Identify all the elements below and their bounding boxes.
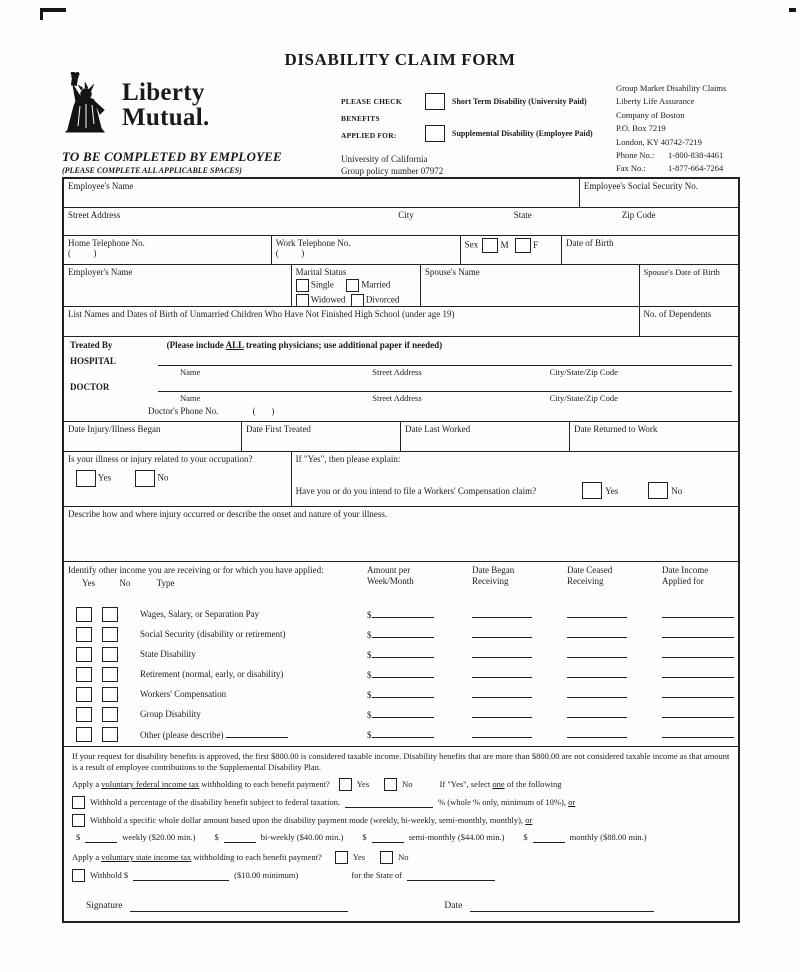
date-fill-line[interactable] — [662, 608, 734, 618]
scan-artifact — [40, 8, 43, 20]
date-returned-label: Date Returned to Work — [574, 424, 658, 434]
date-first-treated-label: Date First Treated — [245, 424, 311, 434]
employee-section-heading: TO BE COMPLETED BY EMPLOYEE (PLEASE COMPLETE ALL APPLICABLE SPACES) — [62, 149, 282, 175]
dependents-label: No. of Dependents — [643, 309, 712, 319]
treated-by-section — [64, 337, 738, 421]
income-row-group-disability: Group Disability $ — [64, 704, 742, 724]
no-label: No — [398, 852, 409, 862]
occupation-no-checkbox[interactable] — [135, 470, 155, 487]
spouse-name-label: Spouse's Name — [424, 267, 480, 277]
explain-label: If "Yes", then please explain: — [295, 454, 401, 464]
biweekly-amount-fill[interactable] — [224, 833, 256, 843]
group-dis-no-checkbox[interactable] — [102, 707, 118, 722]
other-describe-fill-line[interactable] — [226, 728, 288, 738]
yes-label: Yes — [605, 485, 619, 496]
date-injury-label: Date Injury/Illness Began — [68, 424, 161, 434]
divorced-label: Divorced — [365, 294, 400, 305]
doctor-phone-field[interactable] — [148, 406, 732, 416]
workers-comp-question-label: Have you or do you intend to file a Workers' Compensation claim? — [295, 485, 537, 496]
married-label: Married — [361, 279, 391, 290]
home-phone-paren: ( ) — [68, 248, 97, 258]
income-type-label: State Disability — [140, 649, 196, 659]
widowed-label: Widowed — [310, 294, 346, 305]
withhold-amount-checkbox[interactable] — [72, 814, 85, 827]
sex-female-checkbox[interactable] — [515, 238, 531, 253]
work-phone-field[interactable] — [271, 236, 460, 264]
sex-male-checkbox[interactable] — [482, 238, 498, 253]
short-term-disability-checkbox[interactable] — [425, 93, 445, 110]
state-dis-no-checkbox[interactable] — [102, 647, 118, 662]
income-type-label: Group Disability — [140, 709, 201, 719]
date-fill-line[interactable] — [470, 900, 654, 912]
doctor-phone-label: Doctor's Phone No. — [148, 406, 219, 416]
date-fill-line[interactable] — [567, 608, 627, 618]
date-fill-line[interactable] — [662, 648, 734, 658]
income-row-other: Other (please describe) $ — [64, 724, 742, 744]
hospital-write-line[interactable] — [70, 355, 732, 366]
withhold-percentage-option: Withhold a percentage of the disability benefit subject to federal taxation. % (whole % only, minimum of 10%), or — [72, 796, 730, 809]
sex-label: Sex — [464, 239, 479, 250]
date-fill-line[interactable] — [567, 628, 627, 638]
home-phone-label: Home Telephone No. — [68, 238, 145, 248]
supplemental-disability-checkbox[interactable] — [425, 125, 445, 142]
doctor-write-line[interactable] — [70, 381, 732, 392]
claims-fax-number: 1-877-664-7264 — [668, 163, 724, 174]
form-title: DISABILITY CLAIM FORM — [284, 50, 516, 69]
income-row-social-security: Social Security (disability or retirement) $ — [64, 624, 742, 644]
amount-fill-line[interactable] — [372, 668, 434, 678]
doctor-captions: Name Street Address City/State/Zip Code — [180, 393, 618, 403]
doctor-phone-paren: ( ) — [252, 406, 275, 416]
date-first-treated-field[interactable] — [241, 422, 400, 451]
workers-comp-no-checkbox[interactable] — [648, 482, 668, 499]
hospital-captions: Name Street Address City/State/Zip Code — [180, 367, 618, 377]
amount-fill-line[interactable] — [372, 648, 434, 658]
marital-status-field — [291, 265, 420, 306]
date-fill-line[interactable] — [567, 648, 627, 658]
date-fill-line[interactable] — [472, 608, 532, 618]
yes-label: Yes — [356, 779, 370, 789]
spouse-name-field[interactable] — [420, 265, 639, 306]
employee-name-label: Employee's Name — [68, 181, 134, 191]
work-phone-label: Work Telephone No. — [275, 238, 351, 248]
scan-artifact — [40, 8, 66, 12]
amount-fill-line[interactable] — [372, 708, 434, 718]
income-row-workers-comp: Workers' Compensation $ — [64, 684, 742, 704]
wages-no-checkbox[interactable] — [102, 607, 118, 622]
liberty-mutual-logo — [56, 72, 210, 134]
date-fill-line[interactable] — [662, 668, 734, 678]
state-yes-checkbox[interactable] — [335, 851, 348, 864]
income-row-wages: Wages, Salary, or Separation Pay $ — [64, 604, 742, 624]
ss-no-checkbox[interactable] — [102, 627, 118, 642]
income-table-header: Identify other income you are receiving or for which you have applied: Yes No Type Amount per Week/Month Date Began Receiving Date Ceased Receiving Date Income Applied for — [68, 565, 709, 588]
date-fill-line[interactable] — [472, 628, 532, 638]
date-injury-field[interactable] — [64, 422, 241, 451]
signature-section — [64, 876, 738, 921]
short-term-disability-label: Short Term Disability (University Paid) — [452, 97, 587, 106]
income-row-retirement: Retirement (normal, early, or disability) $ — [64, 664, 742, 684]
federal-withholding-question: Apply a voluntary federal income tax withholding to each benefit payment? Yes No If "Yes", select one of the following — [72, 779, 562, 789]
income-intro-label: Identify other income you are receiving or for which you have applied: — [68, 565, 324, 575]
date-fill-line[interactable] — [472, 668, 532, 678]
amount-fill-line[interactable] — [372, 608, 434, 618]
street-address-label: Street Address — [68, 210, 121, 220]
income-row-state-disability: State Disability $ — [64, 644, 742, 664]
ss-yes-checkbox[interactable] — [76, 627, 92, 642]
children-field[interactable] — [64, 307, 639, 336]
marital-status-label: Marital Status — [295, 267, 347, 277]
married-checkbox[interactable] — [346, 279, 359, 292]
date-fill-line[interactable] — [472, 648, 532, 658]
no-label: No — [402, 779, 413, 789]
workers-comp-yes-checkbox[interactable] — [582, 482, 602, 499]
date-fill-line[interactable] — [472, 688, 532, 698]
doctor-label: DOCTOR — [70, 382, 110, 392]
city-label: City — [398, 210, 414, 220]
withhold-percentage-checkbox[interactable] — [72, 796, 85, 809]
date-returned-field[interactable] — [569, 422, 738, 451]
amount-mode-line: $ weekly ($20.00 min.) $ bi-weekly ($40.00 min.) $ semi-monthly ($44.00 min.) $ monthly ($88.00 min.) — [76, 832, 647, 842]
income-type-label: Retirement (normal, early, or disability) — [140, 669, 284, 679]
single-checkbox[interactable] — [296, 279, 309, 292]
income-type-label: Social Security (disability or retirement) — [140, 629, 286, 639]
date-fill-line[interactable] — [472, 708, 532, 718]
male-label: M — [500, 239, 509, 250]
female-label: F — [533, 239, 539, 250]
taxable-income-paragraph: If your request for disability benefits is approved, the first $800.00 is considered taxable income. Disability benefits that are more than $800.00 are not considered taxable income as that amount is a result of employee contributions to the Supplemental Disability Plan. — [72, 751, 730, 772]
federal-no-checkbox[interactable] — [384, 778, 397, 791]
other-yes-checkbox[interactable] — [76, 727, 92, 742]
state-dis-yes-checkbox[interactable] — [76, 647, 92, 662]
signature-label: Signature — [86, 900, 123, 911]
group-dis-yes-checkbox[interactable] — [76, 707, 92, 722]
amount-fill-line[interactable] — [372, 628, 434, 638]
weekly-amount-fill[interactable] — [85, 833, 117, 843]
withhold-amount-option: Withhold a specific whole dollar amount based upon the disability payment mode (weekly, bi-weekly, semi-monthly, monthly), or — [72, 814, 730, 827]
claims-office-address: Group Market Disability Claims Liberty Life Assurance Company of Boston P.O. Box 7219 London, KY 40742-7219 Phone No.: 1-800-838-4461 Fax No.: 1-877-664-7264 — [616, 82, 726, 176]
income-type-label: Wages, Salary, or Separation Pay — [140, 609, 260, 619]
describe-injury-label: Describe how and where injury occurred or describe the onset and nature of your illness. — [68, 509, 388, 519]
sex-field — [460, 236, 561, 264]
signature-fill-line[interactable] — [130, 900, 348, 912]
date-fill-line[interactable] — [567, 708, 627, 718]
treated-by-note: (Please include ALL treating physicians; use additional paper if needed) — [166, 340, 443, 350]
spouse-dob-label: Spouse's Date of Birth — [643, 267, 720, 277]
tax-withholding-section — [64, 747, 738, 880]
other-income-section — [64, 562, 742, 746]
date-fill-line[interactable] — [662, 728, 734, 738]
claim-form-table — [62, 177, 740, 923]
benefit-option-short-term — [425, 93, 593, 110]
dob-label: Date of Birth — [566, 238, 614, 248]
employee-name-field[interactable] — [64, 179, 579, 207]
income-type-label: Workers' Compensation — [140, 689, 227, 699]
benefits-check-block — [341, 93, 593, 144]
no-label: No — [671, 485, 683, 496]
state-withholding-question: Apply a voluntary state income tax withholding to each benefit payment? Yes No — [72, 852, 409, 862]
explain-cell[interactable] — [291, 452, 738, 506]
date-fill-line[interactable] — [567, 728, 627, 738]
occupation-yes-checkbox[interactable] — [76, 470, 96, 487]
zip-code-label: Zip Code — [621, 210, 656, 220]
retirement-yes-checkbox[interactable] — [76, 667, 92, 682]
date-last-worked-field[interactable] — [400, 422, 569, 451]
occupation-question-cell — [64, 452, 291, 506]
address-field[interactable] — [64, 208, 738, 235]
dob-field[interactable] — [561, 236, 738, 264]
describe-injury-field[interactable] — [64, 507, 738, 561]
date-label: Date — [444, 900, 463, 911]
date-fill-line[interactable] — [662, 628, 734, 638]
amount-fill-line[interactable] — [372, 728, 434, 738]
state-label: State — [513, 210, 532, 220]
supplemental-disability-label: Supplemental Disability (Employee Paid) — [452, 129, 593, 138]
retirement-no-checkbox[interactable] — [102, 667, 118, 682]
work-phone-paren: ( ) — [275, 248, 305, 258]
occupation-question-label: Is your illness or injury related to your occupation? — [68, 454, 253, 464]
scan-artifact — [789, 8, 796, 12]
income-type-label: Other (please describe) — [140, 730, 224, 740]
claims-phone-number: 1-800-838-4461 — [668, 150, 724, 161]
home-phone-field[interactable] — [64, 236, 271, 264]
employer-name-field[interactable] — [64, 265, 291, 306]
date-fill-line[interactable] — [567, 688, 627, 698]
hospital-label: HOSPITAL — [70, 356, 116, 366]
wc-income-no-checkbox[interactable] — [102, 687, 118, 702]
liberty-statue-icon — [56, 72, 114, 134]
percentage-fill-line[interactable] — [345, 798, 433, 808]
benefit-option-supplemental — [425, 125, 593, 142]
policy-info: University of California Group policy number 07972 — [341, 154, 444, 176]
semimonthly-amount-fill[interactable] — [372, 833, 404, 843]
wc-income-yes-checkbox[interactable] — [76, 687, 92, 702]
state-no-checkbox[interactable] — [380, 851, 393, 864]
spouse-dob-field[interactable] — [639, 265, 738, 306]
employer-name-label: Employer's Name — [68, 267, 133, 277]
ssn-field[interactable] — [579, 179, 738, 207]
yes-label: Yes — [97, 472, 112, 483]
date-fill-line[interactable] — [662, 708, 734, 718]
yes-label: Yes — [352, 852, 366, 862]
dependents-field[interactable] — [639, 307, 738, 336]
treated-by-label: Treated By — [70, 340, 113, 350]
ssn-label: Employee's Social Security No. — [583, 181, 699, 191]
benefits-caption: PLEASE CHECK BENEFITS APPLIED FOR: — [341, 97, 402, 140]
date-last-worked-label: Date Last Worked — [405, 424, 471, 434]
federal-yes-checkbox[interactable] — [339, 778, 352, 791]
date-fill-line[interactable] — [472, 728, 532, 738]
date-fill-line[interactable] — [662, 688, 734, 698]
monthly-amount-fill[interactable] — [533, 833, 565, 843]
children-label: List Names and Dates of Birth of Unmarried Children Who Have Not Finished High School (under age 19) — [68, 309, 455, 319]
amount-fill-line[interactable] — [372, 688, 434, 698]
wages-yes-checkbox[interactable] — [76, 607, 92, 622]
date-fill-line[interactable] — [567, 668, 627, 678]
no-label: No — [157, 472, 169, 483]
state-withhold-option: Withhold $ ($10.00 minimum) for the State of — [72, 869, 730, 882]
logo-wordmark: Liberty Mutual. — [122, 79, 210, 131]
other-no-checkbox[interactable] — [102, 727, 118, 742]
single-label: Single — [310, 279, 334, 290]
